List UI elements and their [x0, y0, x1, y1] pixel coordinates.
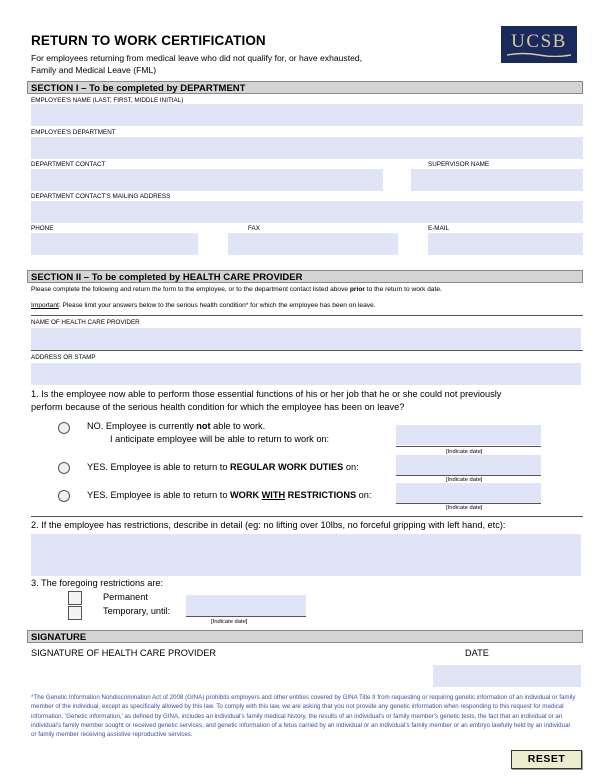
phone-field[interactable]: [31, 233, 198, 255]
temporary-until-field[interactable]: [186, 595, 306, 616]
reset-button[interactable]: RESET: [511, 750, 582, 769]
question-3: 3. The foregoing restrictions are:: [31, 578, 164, 588]
signature-label: SIGNATURE OF HEALTH CARE PROVIDER: [31, 648, 216, 658]
divider: [31, 516, 583, 517]
divider: [186, 616, 306, 617]
signature-date-field[interactable]: [433, 665, 581, 687]
permanent-label: Permanent: [103, 592, 148, 602]
divider: [31, 350, 583, 351]
section-2-instructions: Please complete the following and return the form to the employee, or to the department contact listed above prior to the return to work date.: [31, 286, 442, 293]
indicate-date-label: [Indicate date]: [211, 619, 248, 625]
radio-with-restrictions[interactable]: [58, 490, 70, 502]
provider-name-field[interactable]: [31, 328, 581, 350]
fax-label: FAX: [248, 225, 260, 232]
divider: [396, 503, 541, 504]
divider: [396, 446, 541, 447]
option-not-able-label: NO. Employee is currently not able to work.: [87, 421, 266, 431]
employee-name-label: EMPLOYEE'S NAME (LAST, FIRST, MIDDLE INITIAL): [31, 97, 184, 104]
temporary-label: Temporary, until:: [103, 606, 171, 616]
section-2-heading: SECTION II – To be completed by HEALTH CARE PROVIDER: [27, 270, 583, 283]
email-label: E-MAIL: [428, 225, 449, 232]
divider: [31, 315, 583, 316]
address-field[interactable]: [31, 363, 581, 385]
mailing-address-field[interactable]: [31, 201, 583, 223]
address-label: ADDRESS OR STAMP: [31, 354, 96, 361]
return-date-field[interactable]: [396, 425, 541, 445]
indicate-date-label: [Indicate date]: [446, 449, 483, 455]
restrictions-description-field[interactable]: [31, 534, 581, 576]
option-not-able-line2: I anticipate employee will be able to return to work on:: [110, 434, 330, 444]
phone-label: PHONE: [31, 225, 54, 232]
form-title: RETURN TO WORK CERTIFICATION: [31, 33, 266, 48]
regular-duties-date-field[interactable]: [396, 455, 541, 475]
dept-contact-field[interactable]: [31, 169, 383, 191]
question-1: 1. Is the employee now able to perform those essential functions of his or her job that he or she could not previously perform because of the serious health condition for which the employee has been on leave?: [31, 389, 502, 412]
fax-field[interactable]: [228, 233, 398, 255]
dept-contact-label: DEPARTMENT CONTACT: [31, 161, 106, 168]
ucsb-logo: UCSB: [501, 26, 577, 63]
date-label: DATE: [465, 648, 489, 658]
section-1-heading: SECTION I – To be completed by DEPARTMENT: [27, 81, 583, 94]
employee-dept-field[interactable]: [31, 137, 583, 159]
divider: [396, 475, 541, 476]
indicate-date-label: [Indicate date]: [446, 505, 483, 511]
checkbox-permanent[interactable]: [68, 591, 82, 605]
important-note: Important: Please limit your answers below to the serious health condition* for which the employee has been on leave.: [31, 302, 376, 309]
radio-not-able[interactable]: [58, 422, 70, 434]
indicate-date-label: [Indicate date]: [446, 477, 483, 483]
email-field[interactable]: [428, 233, 583, 255]
option-with-restrictions-label: YES. Employee is able to return to WORK WITH RESTRICTIONS on:: [87, 490, 372, 500]
radio-regular-duties[interactable]: [58, 462, 70, 474]
mailing-address-label: DEPARTMENT CONTACT'S MAILING ADDRESS: [31, 193, 171, 200]
question-2: 2. If the employee has restrictions, describe in detail (eg: no lifting over 10lbs, no forceful gripping with left hand, etc):: [31, 520, 506, 530]
checkbox-temporary[interactable]: [68, 606, 82, 620]
provider-name-label: NAME OF HEALTH CARE PROVIDER: [31, 319, 140, 326]
signature-heading: SIGNATURE: [27, 630, 583, 643]
employee-dept-label: EMPLOYEE'S DEPARTMENT: [31, 129, 116, 136]
form-subtitle: For employees returning from medical leave who did not qualify for, or have exhausted, Family and Medical Leave (FML): [31, 53, 363, 75]
supervisor-label: SUPERVISOR NAME: [428, 161, 490, 168]
option-regular-duties-label: YES. Employee is able to return to REGULAR WORK DUTIES on:: [87, 462, 359, 472]
gina-footnote: *The Genetic Information Nondiscrimination Act of 2008 (GINA) prohibits employers and other entities covered by GINA Title II from requesting or requiring genetic information of an individual or family member of the individual, except as specifically allowed by this law. To comply with this law, we are asking that you not provide any genetic information when responding to this request for medical information. 'Genetic information,' as defined by GINA, includes an individual's family medical history, the results of an individual's or family member's genetic tests, the fact that an individual or an individual's family member sought or received genetic services, and genetic information of a fetus carried by an individual or an individual's family member or an embryo lawfully held by an individual or family member receiving assistive reproductive services.: [31, 694, 576, 739]
supervisor-field[interactable]: [411, 169, 583, 191]
restrictions-date-field[interactable]: [396, 483, 541, 503]
logo-wave-icon: [507, 52, 571, 57]
employee-name-field[interactable]: [31, 104, 583, 126]
